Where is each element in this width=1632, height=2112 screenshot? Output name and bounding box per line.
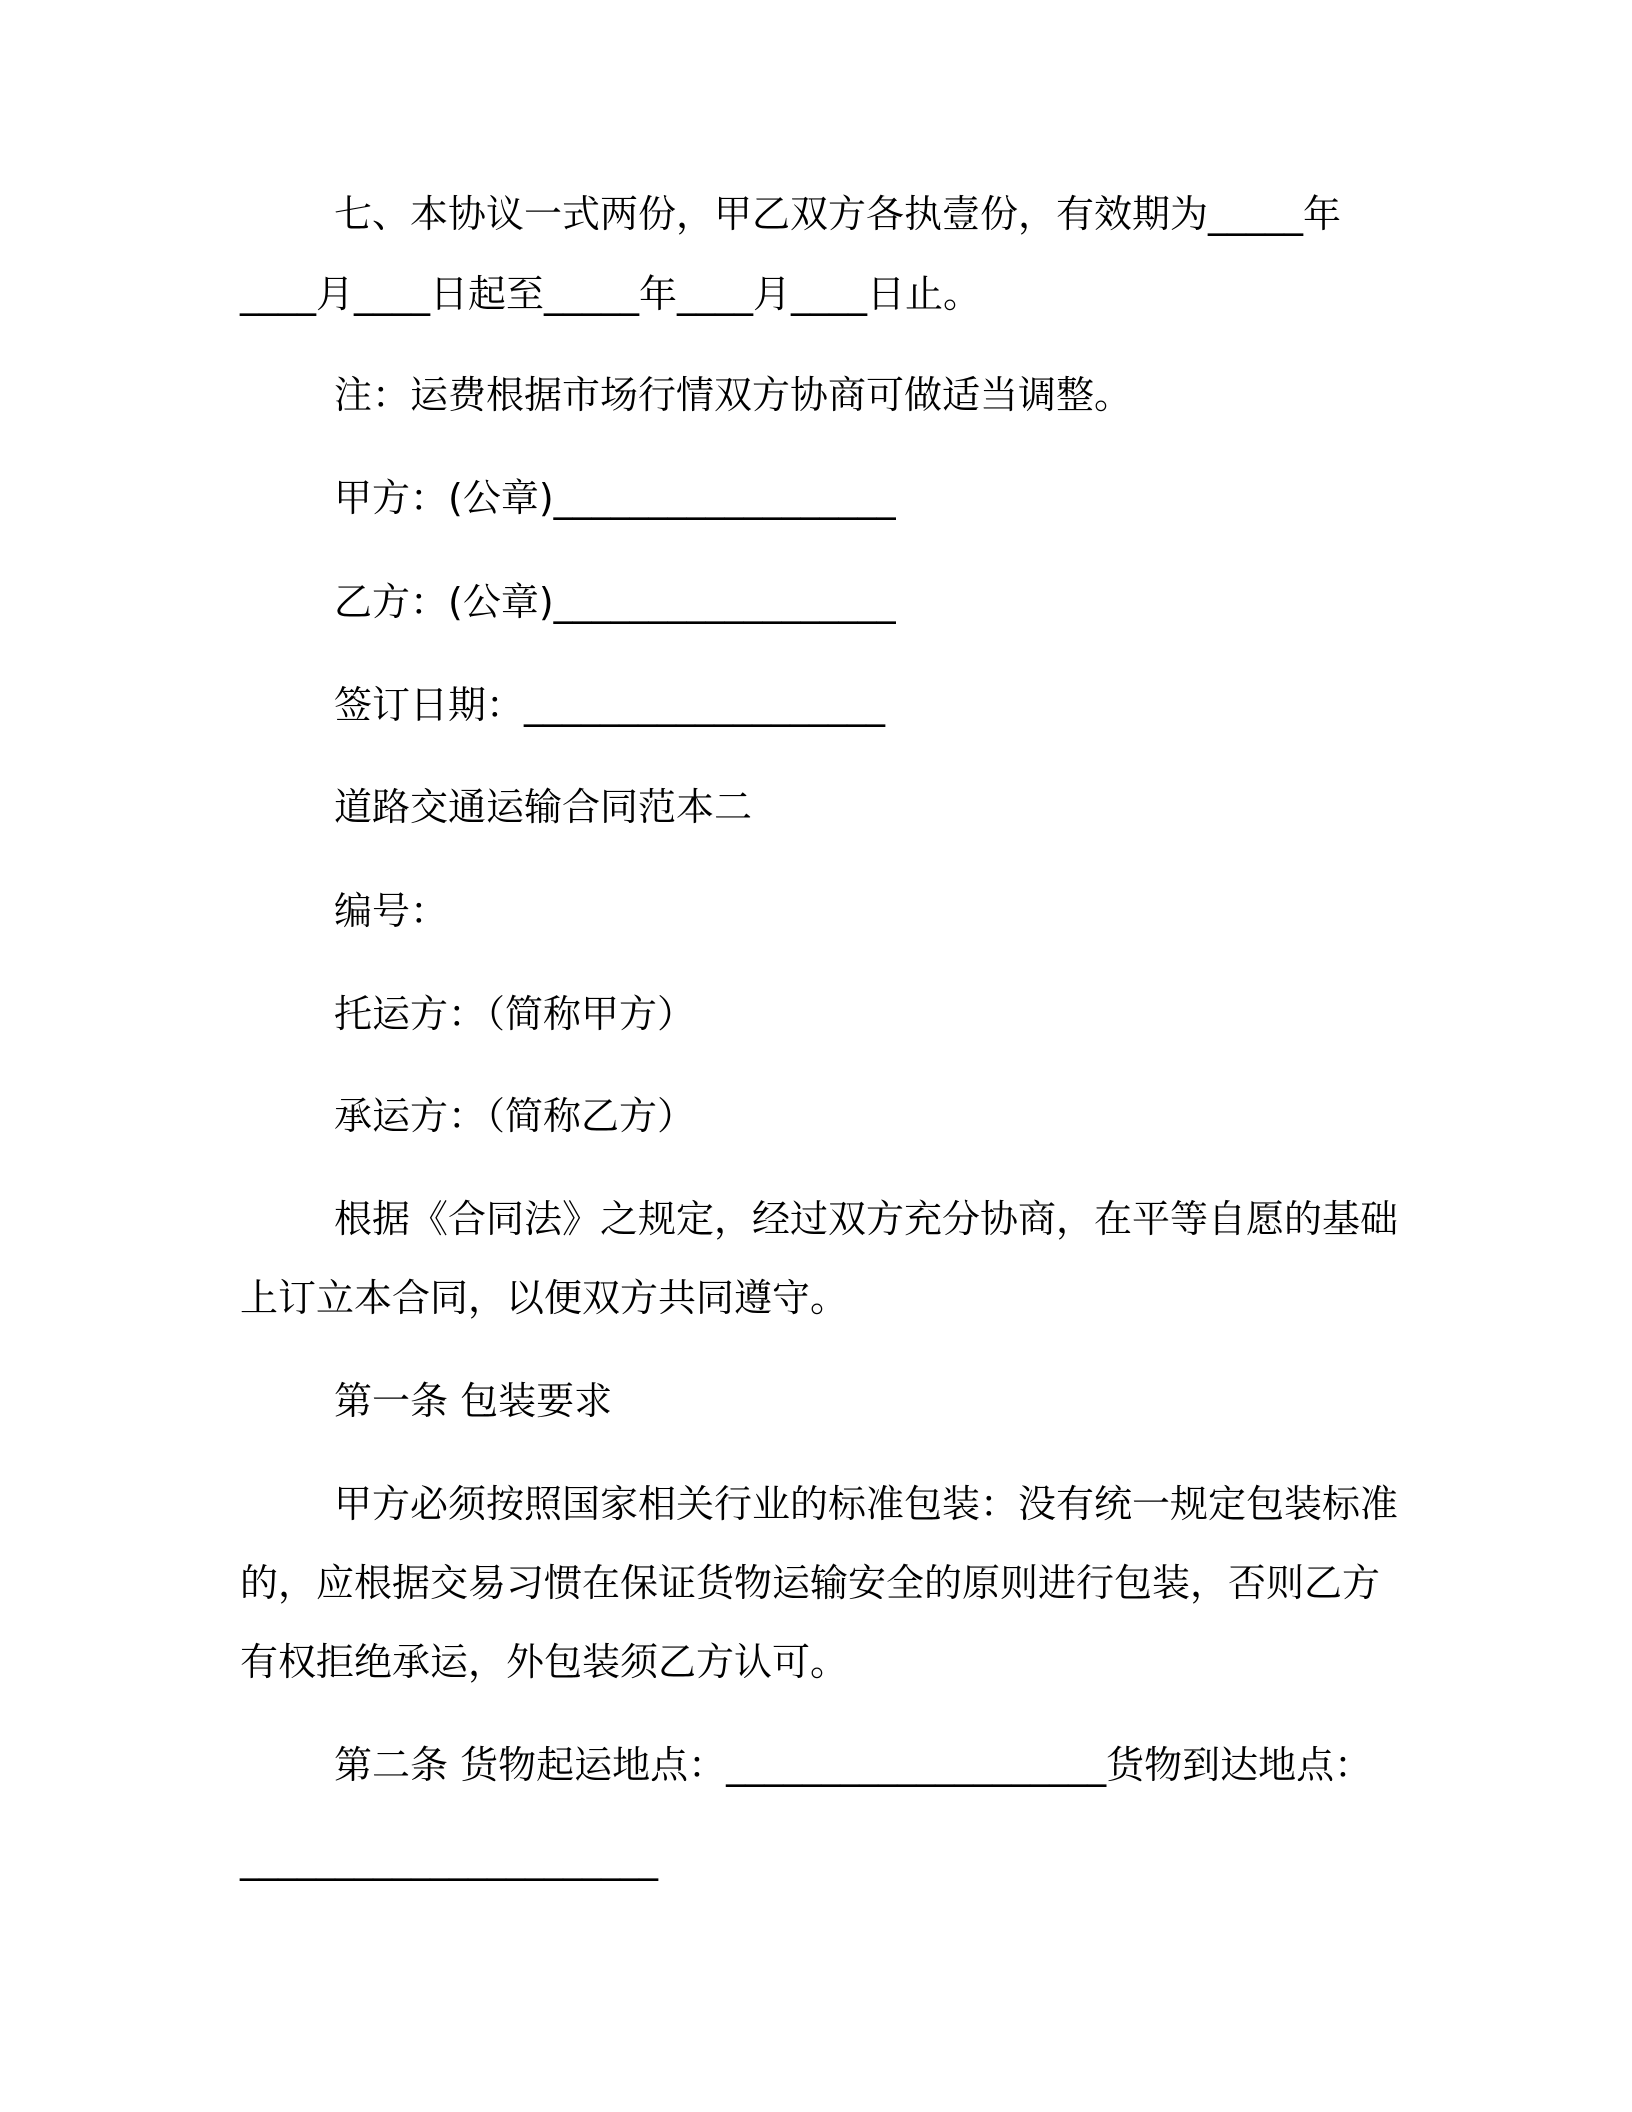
clause7-line1: 七、本协议一式两份，甲乙双方各执壹份，有效期为_____年 [334,192,1342,236]
shipper-line: 托运方：（简称甲方） [334,992,696,1036]
preamble-line2: 上订立本合同，以便双方共同遵守。 [240,1276,849,1320]
article2-line1: 第二条 货物起运地点：____________________货物到达地点： [334,1743,1373,1787]
article1-line3: 有权拒绝承运，外包装须乙方认可。 [240,1640,849,1684]
article1-line2: 的，应根据交易习惯在保证货物运输安全的原则进行包装，否则乙方 [240,1561,1381,1605]
note-line: 注：运费根据市场行情双方协商可做适当调整。 [334,373,1133,417]
preamble-line1: 根据《合同法》之规定，经过双方充分协商，在平等自愿的基础 [334,1197,1399,1241]
party-b-seal-line: 乙方：(公章)__________________ [334,580,896,624]
article1-line1: 甲方必须按照国家相关行业的标准包装：没有统一规定包装标准 [334,1482,1399,1526]
carrier-line: 承运方：（简称乙方） [334,1094,696,1138]
clause7-line2: ____月____日起至_____年____月____日止。 [240,272,982,316]
article1-title: 第一条 包装要求 [334,1379,613,1423]
contract-number-label: 编号： [334,889,449,933]
template-title: 道路交通运输合同范本二 [334,785,753,829]
article2-line2: ______________________ [240,1837,658,1881]
sign-date-line: 签订日期：___________________ [334,683,886,727]
party-a-seal-line: 甲方：(公章)__________________ [334,476,896,520]
